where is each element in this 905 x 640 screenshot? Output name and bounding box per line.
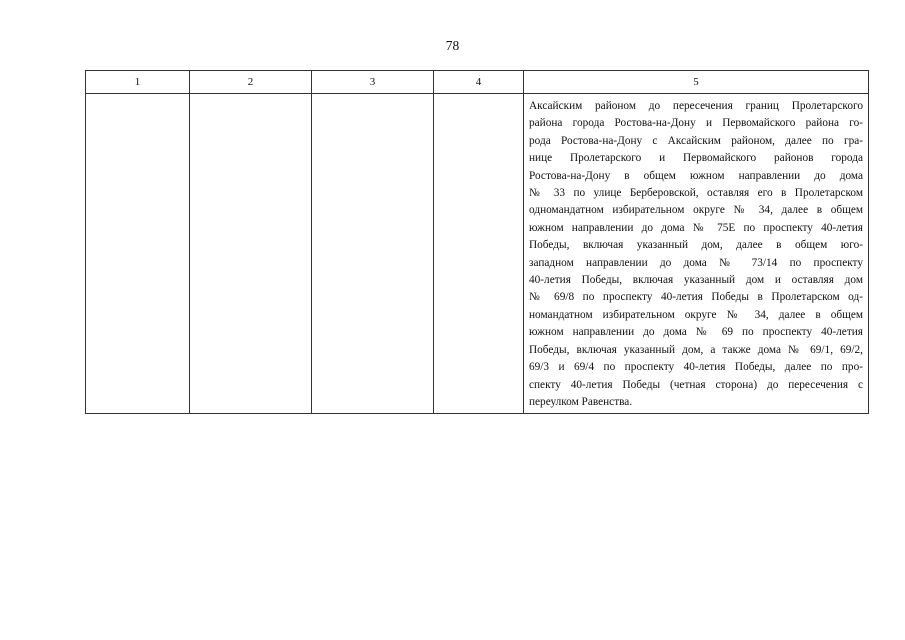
description-line: № 33 по улице Берберовской, оставляя его в Пролетарском xyxy=(529,187,863,200)
boundary-description-table xyxy=(85,70,869,414)
description-line: 69/3 и 69/4 по проспекту 40-летия Победы, далее по про- xyxy=(529,361,863,374)
description-line: Победы, включая указанный дом, а также дома № 69/1, 69/2, xyxy=(529,343,863,356)
table-cell-col3 xyxy=(312,94,434,414)
page-number: 78 xyxy=(445,38,460,53)
description-line: Победы, включая указанный дом, далее в общем юго- xyxy=(529,239,863,252)
description-line: Ростова-на-Дону в общем южном направлении до дома xyxy=(529,169,863,182)
description-line: западном направлении до дома № 73/14 по проспекту xyxy=(529,256,863,269)
table-row xyxy=(86,94,869,414)
column-header-3: 3 xyxy=(312,71,434,94)
description-line: нице Пролетарского и Первомайского районов города xyxy=(529,152,863,165)
description-line: одномандатном избирательном округе № 34, далее в общем xyxy=(529,204,863,217)
table-cell-col1 xyxy=(86,94,190,414)
description-line: южном направлении до дома № 75Е по проспекту 40-летия xyxy=(529,221,863,234)
description-line: номандатном избирательном округе № 34, далее в общем xyxy=(529,308,863,321)
description-line: Аксайским районом до пересечения границ Пролетарского xyxy=(529,100,863,112)
table-cell-col4 xyxy=(434,94,524,414)
description-line: рода Ростова-на-Дону с Аксайским районом, далее по гра- xyxy=(529,134,863,147)
description-line: южном направлении до дома № 69 по проспекту 40-летия xyxy=(529,326,863,339)
column-header-1: 1 xyxy=(86,71,190,94)
description-line: переулком Равенства. xyxy=(529,395,633,408)
description-line: № 69/8 по проспекту 40-летия Победы в Пролетарском од- xyxy=(529,291,863,304)
description-line: района города Ростова-на-Дону и Первомайского района го- xyxy=(529,117,863,130)
description-line: спекту 40-летия Победы (четная сторона) до пересечения с xyxy=(529,378,863,391)
boundary-description-text xyxy=(524,94,868,411)
table-cell-col2 xyxy=(190,94,312,414)
table-cell-description xyxy=(524,94,869,414)
table-header-row xyxy=(86,71,869,94)
description-line: 40-летия Победы, включая указанный дом и оставляя дом xyxy=(529,274,863,287)
column-header-2: 2 xyxy=(190,71,312,94)
column-header-4: 4 xyxy=(434,71,524,94)
column-header-5: 5 xyxy=(524,71,869,94)
